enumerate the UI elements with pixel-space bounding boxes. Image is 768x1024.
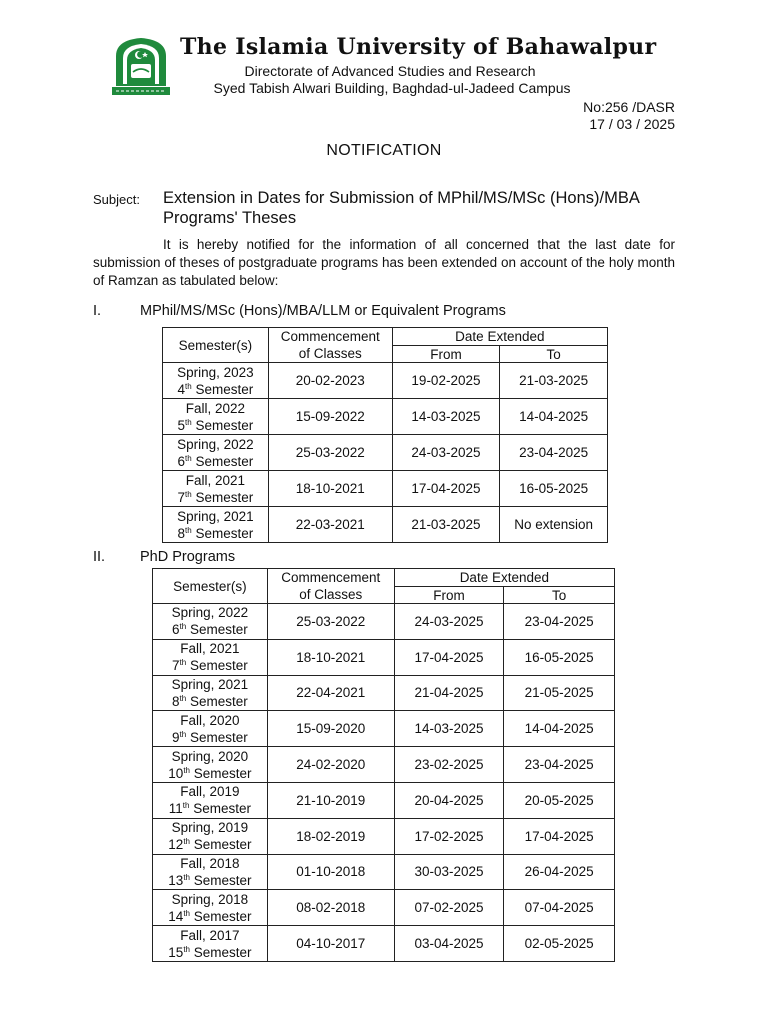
header-semester: Semester(s)	[163, 328, 269, 363]
commencement-cell: 04-10-2017	[267, 926, 394, 962]
reference-number: No:256 /DASR	[583, 99, 675, 115]
to-date-cell: 21-03-2025	[500, 363, 608, 399]
to-date-cell: 23-04-2025	[504, 747, 615, 783]
commencement-cell: 15-09-2020	[267, 711, 394, 747]
commencement-cell: 01-10-2018	[267, 854, 394, 890]
university-logo-icon	[110, 34, 172, 98]
section-number: II.	[93, 549, 106, 565]
semester-cell: Spring, 2022 6th Semester	[163, 435, 269, 471]
table-row	[153, 639, 615, 675]
to-date-cell: 26-04-2025	[504, 854, 615, 890]
semester-cell: Spring, 2021 8th Semester	[153, 675, 268, 711]
semester-cell: Fall, 2017 15th Semester	[153, 926, 268, 962]
subject-label: Subject:	[93, 192, 140, 207]
to-date-cell: 16-05-2025	[500, 471, 608, 507]
semester-cell: Fall, 2020 9th Semester	[153, 711, 268, 747]
commencement-cell: 24-02-2020	[267, 747, 394, 783]
notification-title: NOTIFICATION	[326, 142, 442, 159]
to-date-cell: 20-05-2025	[504, 782, 615, 818]
semester-cell: Fall, 2018 13th Semester	[153, 854, 268, 890]
header-commencement: Commencement of Classes	[267, 569, 394, 604]
table-row	[163, 399, 608, 435]
semester-cell: Spring, 2022 6th Semester	[153, 604, 268, 640]
from-date-cell: 07-02-2025	[394, 890, 504, 926]
semester-cell: Fall, 2021 7th Semester	[163, 471, 269, 507]
header-from: From	[394, 587, 504, 604]
semester-cell: Spring, 2023 4th Semester	[163, 363, 269, 399]
header-to: To	[500, 346, 608, 363]
table-row	[153, 747, 615, 783]
header-to: To	[504, 587, 615, 604]
header-semester: Semester(s)	[153, 569, 268, 604]
to-date-cell: 02-05-2025	[504, 926, 615, 962]
from-date-cell: 17-02-2025	[394, 818, 504, 854]
semester-cell: Spring, 2019 12th Semester	[153, 818, 268, 854]
semester-cell: Fall, 2022 5th Semester	[163, 399, 269, 435]
from-date-cell: 17-04-2025	[392, 471, 500, 507]
from-date-cell: 14-03-2025	[394, 711, 504, 747]
section-title: MPhil/MS/MSc (Hons)/MBA/LLM or Equivalent Programs	[140, 303, 506, 319]
to-date-cell: 23-04-2025	[504, 604, 615, 640]
to-date-cell: 16-05-2025	[504, 639, 615, 675]
commencement-cell: 18-10-2021	[268, 471, 392, 507]
commencement-cell: 18-10-2021	[267, 639, 394, 675]
reference-date: 17 / 03 / 2025	[589, 116, 675, 132]
to-date-cell: 17-04-2025	[504, 818, 615, 854]
commencement-cell: 15-09-2022	[268, 399, 392, 435]
table-row	[153, 818, 615, 854]
table-row	[163, 471, 608, 507]
table-row	[153, 854, 615, 890]
university-name: The Islamia University of Bahawalpur	[180, 34, 657, 60]
table-row	[153, 890, 615, 926]
from-date-cell: 24-03-2025	[392, 435, 500, 471]
subject-text: Extension in Dates for Submission of MPhil/MS/MSc (Hons)/MBA Programs' Theses	[163, 189, 639, 227]
body-paragraph	[93, 236, 675, 290]
header-date-extended: Date Extended	[392, 328, 607, 346]
from-date-cell: 30-03-2025	[394, 854, 504, 890]
to-date-cell: 07-04-2025	[504, 890, 615, 926]
from-date-cell: 24-03-2025	[394, 604, 504, 640]
section-title: PhD Programs	[140, 549, 236, 565]
semester-cell: Fall, 2019 11th Semester	[153, 782, 268, 818]
table-row	[153, 604, 615, 640]
table-row	[163, 435, 608, 471]
semester-cell: Spring, 2018 14th Semester	[153, 890, 268, 926]
from-date-cell: 23-02-2025	[394, 747, 504, 783]
header-from: From	[392, 346, 500, 363]
table-row	[153, 711, 615, 747]
from-date-cell: 14-03-2025	[392, 399, 500, 435]
commencement-cell: 22-03-2021	[268, 507, 392, 543]
commencement-cell: 20-02-2023	[268, 363, 392, 399]
table-row	[163, 507, 608, 543]
commencement-cell: 21-10-2019	[267, 782, 394, 818]
table-row	[153, 675, 615, 711]
header-date-extended: Date Extended	[394, 569, 614, 587]
campus-address: Syed Tabish Alwari Building, Baghdad-ul-Jadeed Campus	[213, 80, 571, 96]
to-date-cell: 23-04-2025	[500, 435, 608, 471]
to-date-cell: 14-04-2025	[500, 399, 608, 435]
semester-cell: Spring, 2021 8th Semester	[163, 507, 269, 543]
commencement-cell: 25-03-2022	[267, 604, 394, 640]
table-row	[163, 363, 608, 399]
header-commencement: Commencement of Classes	[268, 328, 392, 363]
commencement-cell: 25-03-2022	[268, 435, 392, 471]
table-row	[153, 926, 615, 962]
commencement-cell: 22-04-2021	[267, 675, 394, 711]
body-text: It is hereby notified for the information of all concerned that the last date for submission of theses of postgraduate programs has been extended on account of the holy month of Ramzan as tabulated below:	[93, 237, 675, 288]
to-date-cell: 14-04-2025	[504, 711, 615, 747]
phd-schedule-table	[152, 568, 615, 962]
commencement-cell: 08-02-2018	[267, 890, 394, 926]
from-date-cell: 21-04-2025	[394, 675, 504, 711]
semester-cell: Spring, 2020 10th Semester	[153, 747, 268, 783]
commencement-cell: 18-02-2019	[267, 818, 394, 854]
to-date-cell: No extension	[500, 507, 608, 543]
from-date-cell: 21-03-2025	[392, 507, 500, 543]
table-row	[153, 782, 615, 818]
section-number: I.	[93, 303, 102, 319]
from-date-cell: 20-04-2025	[394, 782, 504, 818]
to-date-cell: 21-05-2025	[504, 675, 615, 711]
mphil-schedule-table	[162, 327, 608, 543]
from-date-cell: 03-04-2025	[394, 926, 504, 962]
semester-cell: Fall, 2021 7th Semester	[153, 639, 268, 675]
from-date-cell: 17-04-2025	[394, 639, 504, 675]
directorate-line: Directorate of Advanced Studies and Research	[244, 63, 536, 79]
from-date-cell: 19-02-2025	[392, 363, 500, 399]
